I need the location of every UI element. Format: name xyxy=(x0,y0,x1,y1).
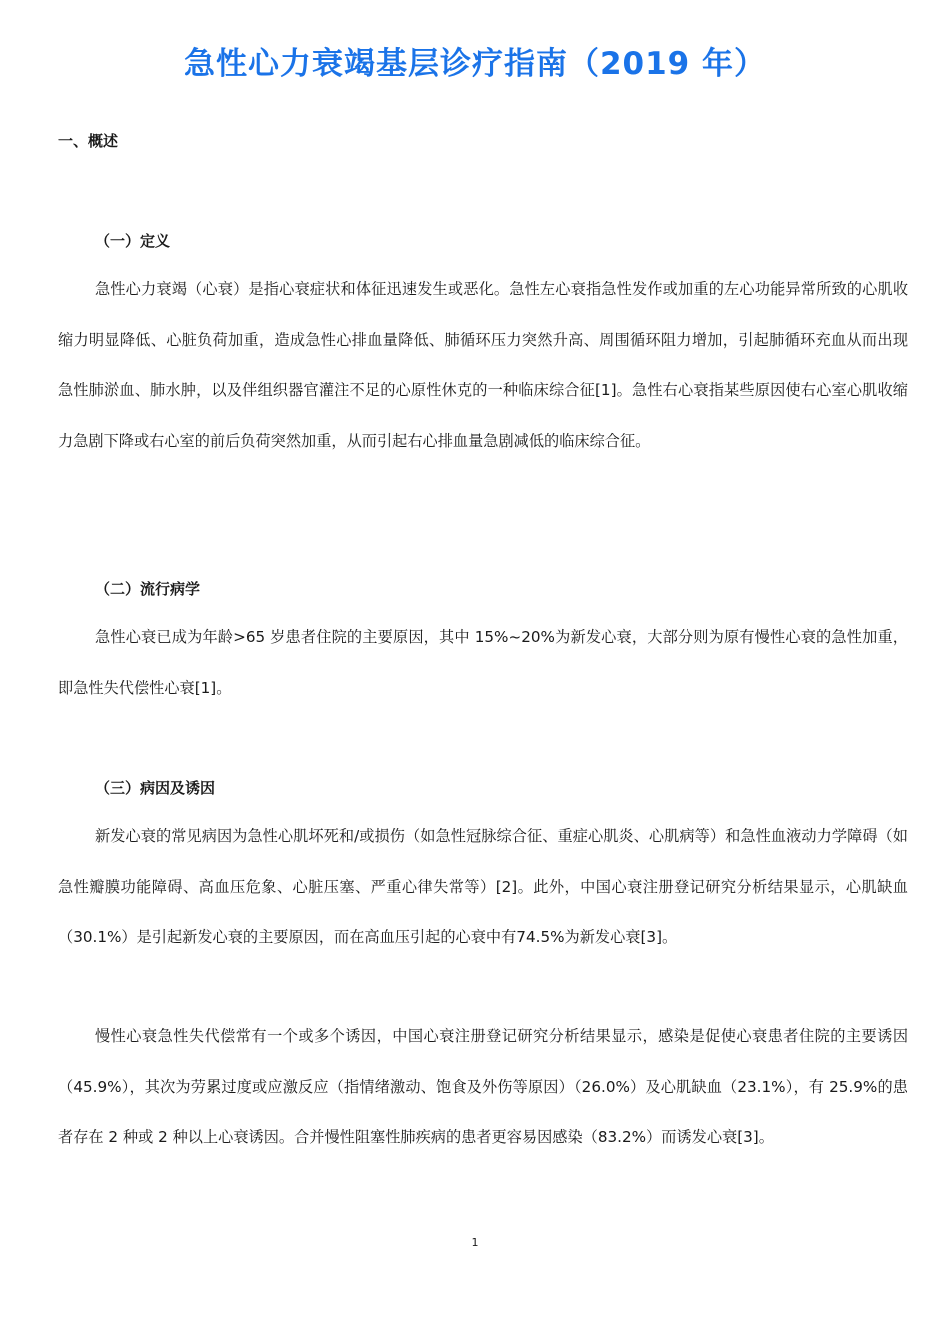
paragraph-etiology-new-onset: 新发心衰的常见病因为急性心肌坏死和/或损伤（如急性冠脉综合征、重症心肌炎、心肌病等）和急性血液动力学障碍（如急性瓣膜功能障碍、高血压危象、心脏压塞、严重心律失常等）[2]。此外，中国心衰注册登记研究分析结果显示，心肌缺血（30.1%）是引起新发心衰的主要原因，而在高血压引起的心衰中有74.5%为新发心衰[3]。 xyxy=(58,827,908,946)
subsection-heading-etiology: （三）病因及诱因 xyxy=(95,779,216,797)
section-heading-overview: 一、概述 xyxy=(58,132,119,150)
paragraph-epidemiology: 急性心衰已成为年龄>65 岁患者住院的主要原因，其中 15%~20%为新发心衰，大部分则为原有慢性心衰的急性加重，即急性失代偿性心衰[1]。 xyxy=(58,628,908,697)
page-number: 1 xyxy=(471,1236,479,1249)
subsection-heading-definition: （一）定义 xyxy=(95,232,171,250)
subsection-heading-epidemiology: （二）流行病学 xyxy=(95,580,201,598)
document-title: 急性心力衰竭基层诊疗指南（2019 年） xyxy=(183,46,767,82)
paragraph-etiology-triggers: 慢性心衰急性失代偿常有一个或多个诱因，中国心衰注册登记研究分析结果显示，感染是促使心衰患者住院的主要诱因（45.9%），其次为劳累过度或应激反应（指情绪激动、饱食及外伤等原因）（26.0%）及心肌缺血（23.1%），有 25.9%的患者存在 2 种或 2 种以上心衰诱因。合并慢性阻塞性肺疾病的患者更容易因感染（83.2%）而诱发心衰[3]。 xyxy=(58,1027,908,1146)
paragraph-definition: 急性心力衰竭（心衰）是指心衰症状和体征迅速发生或恶化。急性左心衰指急性发作或加重的左心功能异常所致的心肌收缩力明显降低、心脏负荷加重，造成急性心排血量降低、肺循环压力突然升高、周围循环阻力增加，引起肺循环充血从而出现急性肺淤血、肺水肿，以及伴组织器官灌注不足的心原性休克的一种临床综合征[1]。急性右心衰指某些原因使右心室心肌收缩力急剧下降或右心室的前后负荷突然加重，从而引起右心排血量急剧减低的临床综合征。 xyxy=(58,280,908,450)
